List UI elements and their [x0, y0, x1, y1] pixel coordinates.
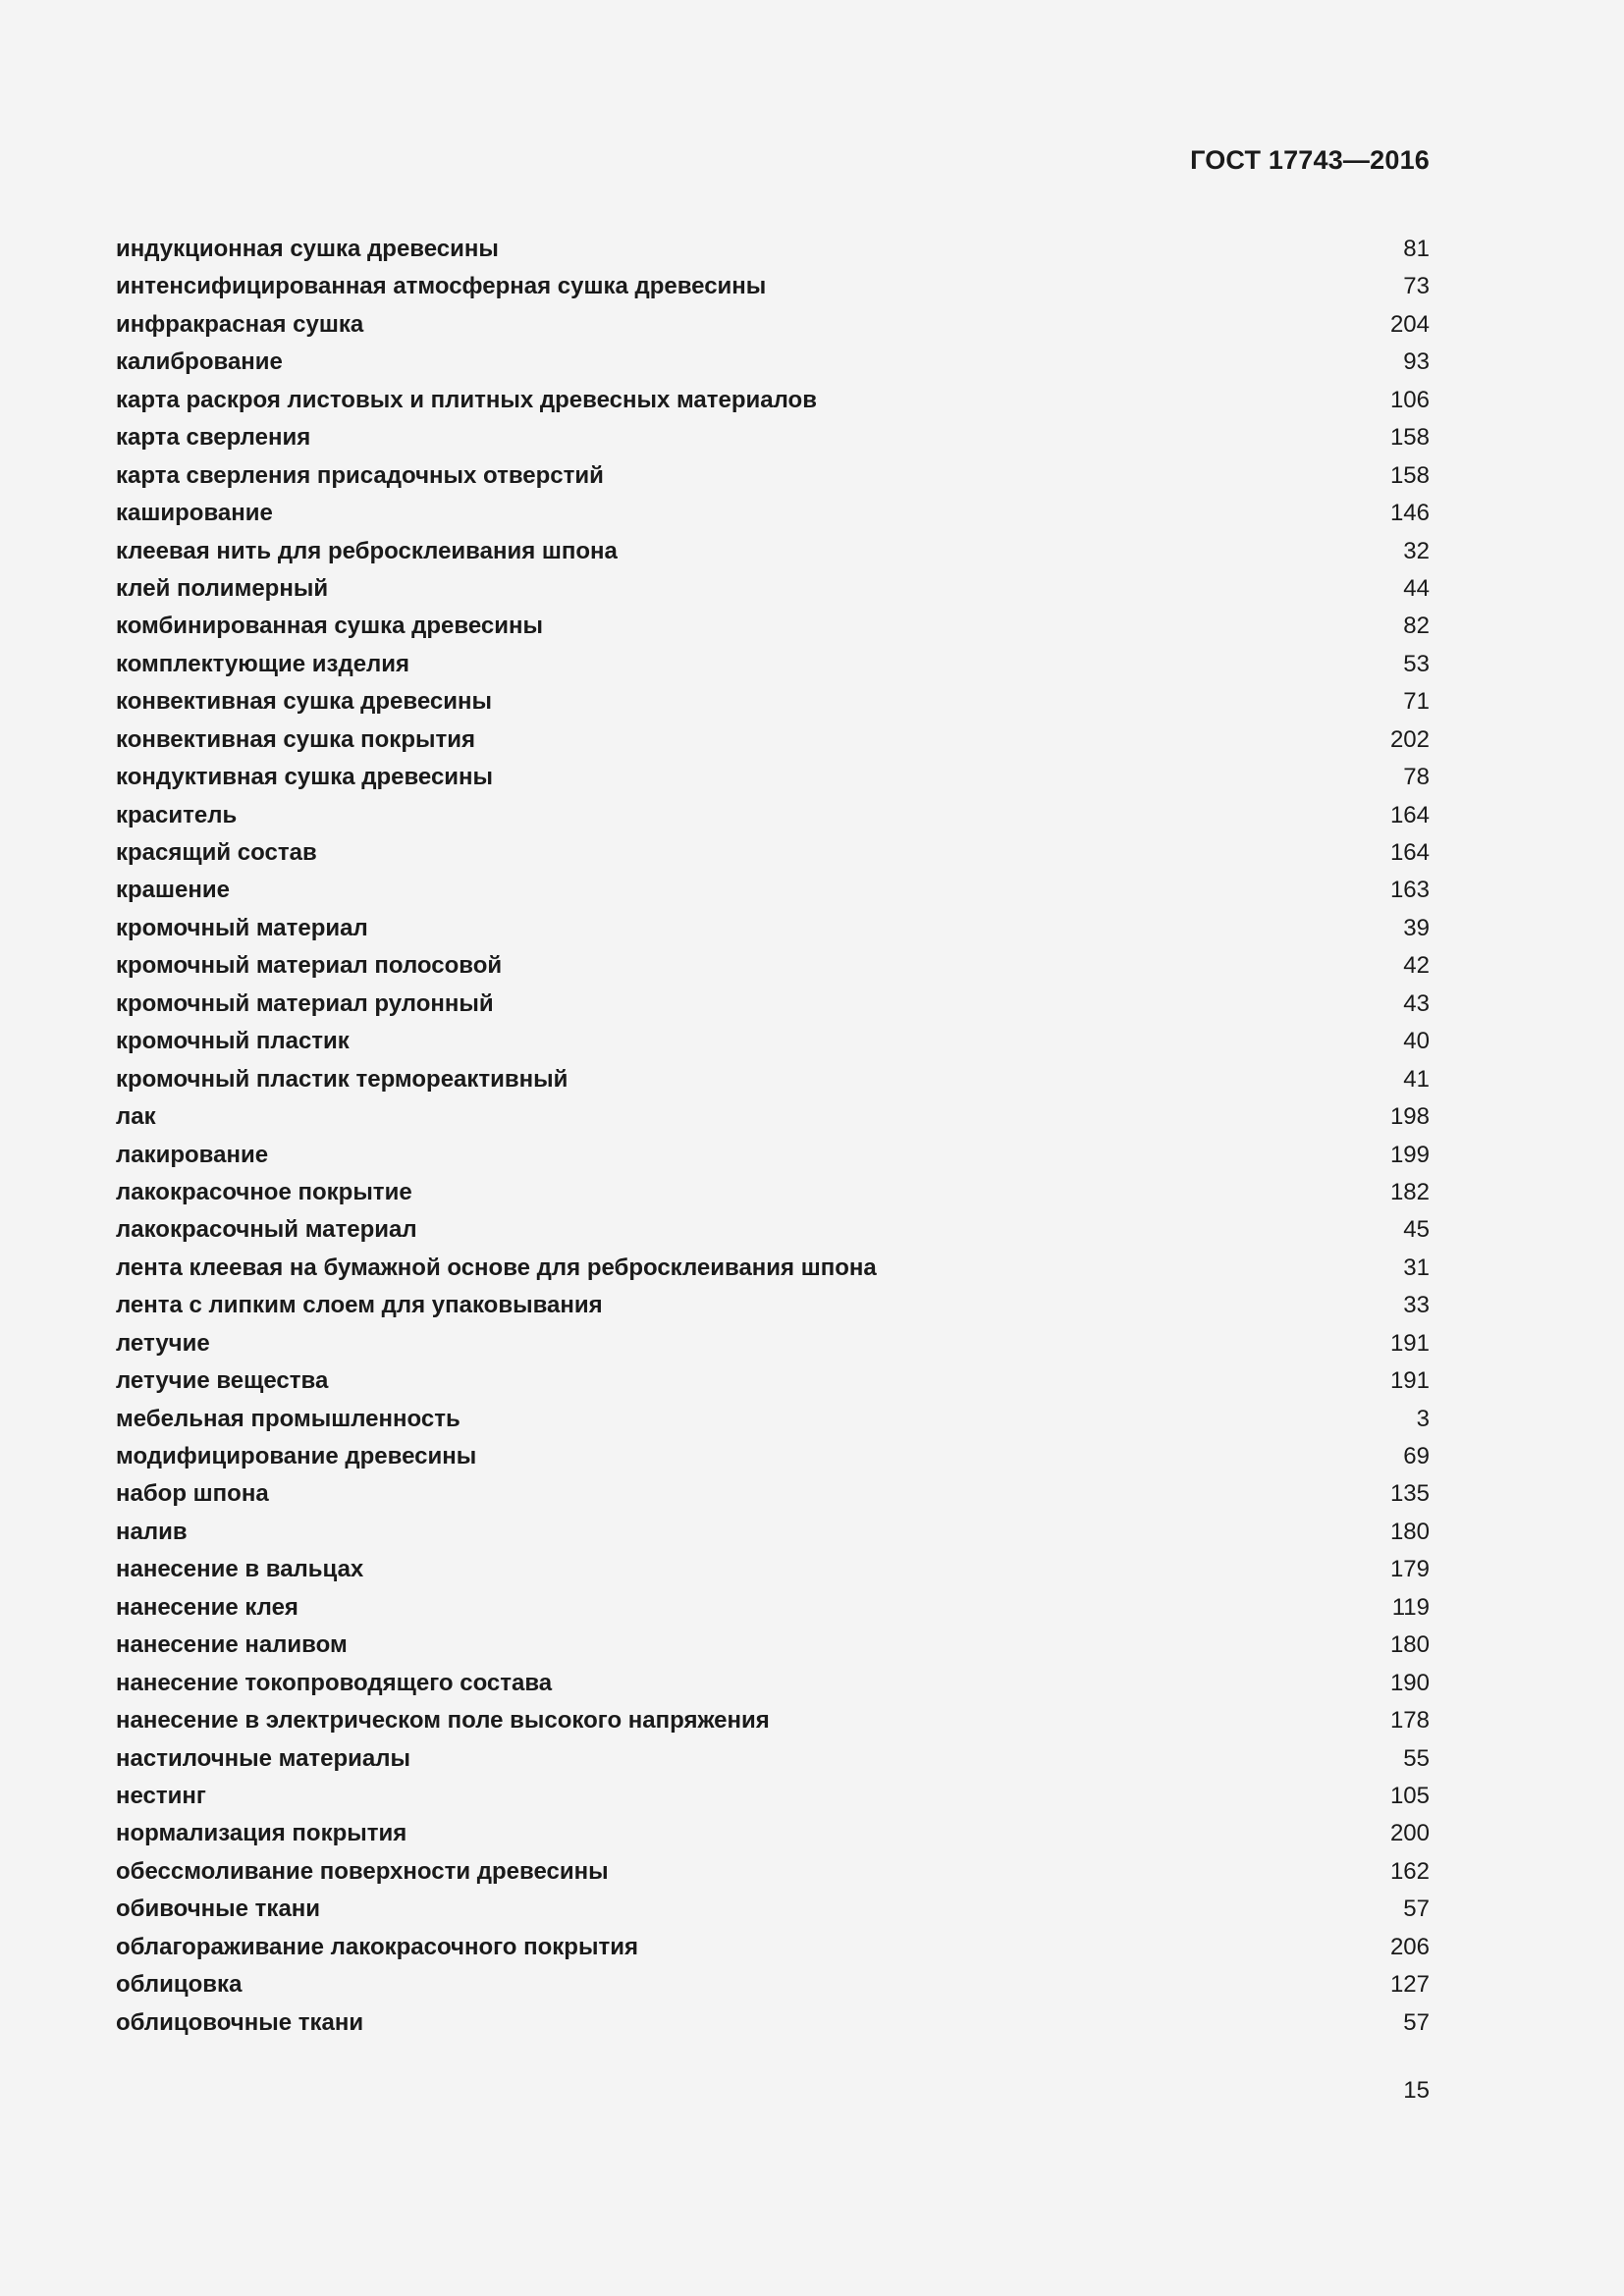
index-page-reference: 198 — [1389, 1103, 1430, 1131]
document-standard-header: ГОСТ 17743—2016 — [1190, 145, 1430, 175]
index-entry — [116, 382, 1430, 419]
index-page-reference: 191 — [1389, 1329, 1430, 1357]
index-page-reference: 191 — [1389, 1367, 1430, 1395]
index-entry — [116, 797, 1430, 834]
index-entry — [116, 986, 1430, 1023]
index-term: набор шпона — [116, 1480, 269, 1508]
index-term: лакокрасочное покрытие — [116, 1178, 412, 1205]
index-term: калибрование — [116, 348, 283, 376]
index-entry — [116, 1514, 1430, 1551]
index-page-reference: 163 — [1389, 877, 1430, 904]
index-page-reference: 57 — [1403, 1896, 1430, 1923]
index-term: каширование — [116, 500, 273, 527]
index-entry — [116, 1929, 1430, 1966]
index-term: нормализация покрытия — [116, 1820, 407, 1847]
index-entry — [116, 1891, 1430, 1928]
index-term: красящий состав — [116, 839, 317, 866]
index-term: карта сверления присадочных отверстий — [116, 461, 604, 489]
index-term: лак — [116, 1103, 156, 1131]
index-entry — [116, 910, 1430, 947]
index-page-reference: 41 — [1403, 1065, 1430, 1093]
index-page-reference: 119 — [1391, 1593, 1430, 1621]
index-term: кондуктивная сушка древесины — [116, 764, 494, 791]
index-term: летучие вещества — [116, 1367, 329, 1395]
index-entry — [116, 1023, 1430, 1060]
index-page-reference: 180 — [1389, 1518, 1430, 1545]
index-term: лента с липким слоем для упаковывания — [116, 1292, 603, 1319]
index-page-reference: 158 — [1389, 424, 1430, 452]
index-term: кромочный пластик термореактивный — [116, 1065, 568, 1093]
page-number: 15 — [1403, 2077, 1430, 2104]
index-entry — [116, 1211, 1430, 1249]
index-page-reference: 73 — [1403, 273, 1430, 300]
index-entry — [116, 457, 1430, 495]
index-page-reference: 164 — [1389, 839, 1430, 866]
index-page-reference: 81 — [1403, 236, 1430, 262]
index-term: краситель — [116, 801, 238, 828]
index-term: нанесение в электрическом поле высокого напряжения — [116, 1707, 770, 1735]
index-entry — [116, 1098, 1430, 1136]
index-entry — [116, 419, 1430, 456]
index-page-reference: 93 — [1403, 348, 1430, 376]
index-term: кромочный пластик — [116, 1028, 350, 1055]
index-page-reference: 106 — [1389, 386, 1430, 413]
index-page-reference: 105 — [1389, 1782, 1430, 1809]
alphabetical-index-list — [116, 231, 1430, 2042]
index-term: инфракрасная сушка — [116, 310, 364, 338]
index-term: облагораживание лакокрасочного покрытия — [116, 1933, 638, 1960]
index-page-reference: 179 — [1389, 1556, 1430, 1583]
index-page-reference: 39 — [1403, 914, 1430, 941]
index-page-reference: 71 — [1403, 688, 1430, 716]
index-page-reference: 55 — [1403, 1744, 1430, 1772]
index-page-reference: 127 — [1389, 1971, 1430, 1999]
index-entry — [116, 1966, 1430, 2003]
index-entry — [116, 570, 1430, 608]
index-page-reference: 202 — [1389, 725, 1430, 753]
index-term: комплектующие изделия — [116, 650, 410, 677]
index-term: конвективная сушка древесины — [116, 688, 492, 716]
index-term: карта сверления — [116, 424, 311, 452]
index-page-reference: 162 — [1389, 1857, 1430, 1885]
index-term: обивочные ткани — [116, 1896, 321, 1923]
index-page-reference: 33 — [1403, 1292, 1430, 1319]
index-entry — [116, 1287, 1430, 1324]
index-page-reference: 164 — [1389, 801, 1430, 828]
index-entry — [116, 1438, 1430, 1475]
index-term: налив — [116, 1518, 188, 1545]
index-entry — [116, 683, 1430, 721]
index-page-reference: 53 — [1403, 650, 1430, 677]
index-term: нанесение токопроводящего состава — [116, 1669, 553, 1696]
index-entry — [116, 1627, 1430, 1664]
index-entry — [116, 1740, 1430, 1778]
index-page-reference: 182 — [1389, 1178, 1430, 1205]
index-term: лакирование — [116, 1141, 269, 1168]
index-entry — [116, 1778, 1430, 1815]
index-entry — [116, 1475, 1430, 1513]
index-entry — [116, 759, 1430, 796]
index-term: облицовка — [116, 1971, 243, 1999]
index-entry — [116, 1325, 1430, 1362]
index-term: облицовочные ткани — [116, 2008, 364, 2036]
index-page-reference: 44 — [1403, 574, 1430, 602]
index-term: настилочные материалы — [116, 1744, 411, 1772]
index-term: мебельная промышленность — [116, 1405, 460, 1432]
index-entry — [116, 344, 1430, 381]
index-page-reference: 32 — [1403, 537, 1430, 564]
index-page-reference: 178 — [1389, 1707, 1430, 1735]
index-page-reference: 43 — [1403, 989, 1430, 1017]
index-page-reference: 180 — [1389, 1631, 1430, 1659]
index-term: интенсифицированная атмосферная сушка древесины — [116, 273, 767, 300]
index-entry — [116, 2004, 1430, 2042]
index-entry — [116, 1665, 1430, 1702]
index-entry — [116, 1401, 1430, 1438]
index-term: обессмоливание поверхности древесины — [116, 1857, 609, 1885]
index-page-reference: 3 — [1416, 1405, 1430, 1432]
index-term: комбинированная сушка древесины — [116, 613, 543, 640]
index-entry — [116, 1362, 1430, 1400]
index-page-reference: 190 — [1389, 1669, 1430, 1696]
index-term: кромочный материал полосовой — [116, 952, 503, 980]
index-entry — [116, 947, 1430, 985]
index-term: нанесение клея — [116, 1593, 298, 1621]
index-entry — [116, 306, 1430, 344]
index-page-reference: 146 — [1389, 500, 1430, 527]
index-entry — [116, 834, 1430, 872]
index-term: карта раскроя листовых и плитных древесных материалов — [116, 386, 817, 413]
index-entry — [116, 1061, 1430, 1098]
index-page-reference: 45 — [1403, 1216, 1430, 1244]
index-entry — [116, 1174, 1430, 1211]
index-page-reference: 135 — [1389, 1480, 1430, 1508]
index-page-reference: 78 — [1403, 764, 1430, 791]
index-page-reference: 31 — [1403, 1254, 1430, 1281]
index-term: лакокрасочный материал — [116, 1216, 417, 1244]
index-entry — [116, 533, 1430, 570]
index-entry — [116, 1589, 1430, 1627]
index-entry — [116, 1250, 1430, 1287]
index-page-reference: 40 — [1403, 1028, 1430, 1055]
index-page-reference: 206 — [1389, 1933, 1430, 1960]
index-term: нанесение в вальцах — [116, 1556, 364, 1583]
index-page-reference: 158 — [1389, 461, 1430, 489]
index-entry — [116, 646, 1430, 683]
index-page-reference: 57 — [1403, 2008, 1430, 2036]
index-page-reference: 69 — [1403, 1443, 1430, 1469]
index-entry — [116, 872, 1430, 909]
index-term: нанесение наливом — [116, 1631, 348, 1659]
index-entry — [116, 608, 1430, 645]
index-term: клеевая нить для ребросклеивания шпона — [116, 537, 618, 564]
index-entry — [116, 1815, 1430, 1852]
index-term: клей полимерный — [116, 574, 329, 602]
index-page-reference: 200 — [1389, 1820, 1430, 1847]
index-entry — [116, 231, 1430, 268]
index-entry — [116, 1551, 1430, 1588]
index-term: нестинг — [116, 1782, 206, 1809]
index-term: индукционная сушка древесины — [116, 236, 499, 262]
index-entry — [116, 495, 1430, 532]
index-entry — [116, 721, 1430, 759]
index-entry — [116, 1137, 1430, 1174]
index-term: кромочный материал рулонный — [116, 989, 494, 1017]
index-page-reference: 199 — [1389, 1141, 1430, 1168]
index-entry — [116, 268, 1430, 305]
index-term: летучие — [116, 1329, 210, 1357]
index-term: лента клеевая на бумажной основе для ребросклеивания шпона — [116, 1254, 877, 1281]
index-entry — [116, 1853, 1430, 1891]
index-term: крашение — [116, 877, 230, 904]
index-page-reference: 204 — [1389, 310, 1430, 338]
index-term: кромочный материал — [116, 914, 368, 941]
index-entry — [116, 1702, 1430, 1739]
index-page-reference: 42 — [1403, 952, 1430, 980]
index-term: модифицирование древесины — [116, 1443, 477, 1469]
index-term: конвективная сушка покрытия — [116, 725, 475, 753]
index-page-reference: 82 — [1403, 613, 1430, 640]
